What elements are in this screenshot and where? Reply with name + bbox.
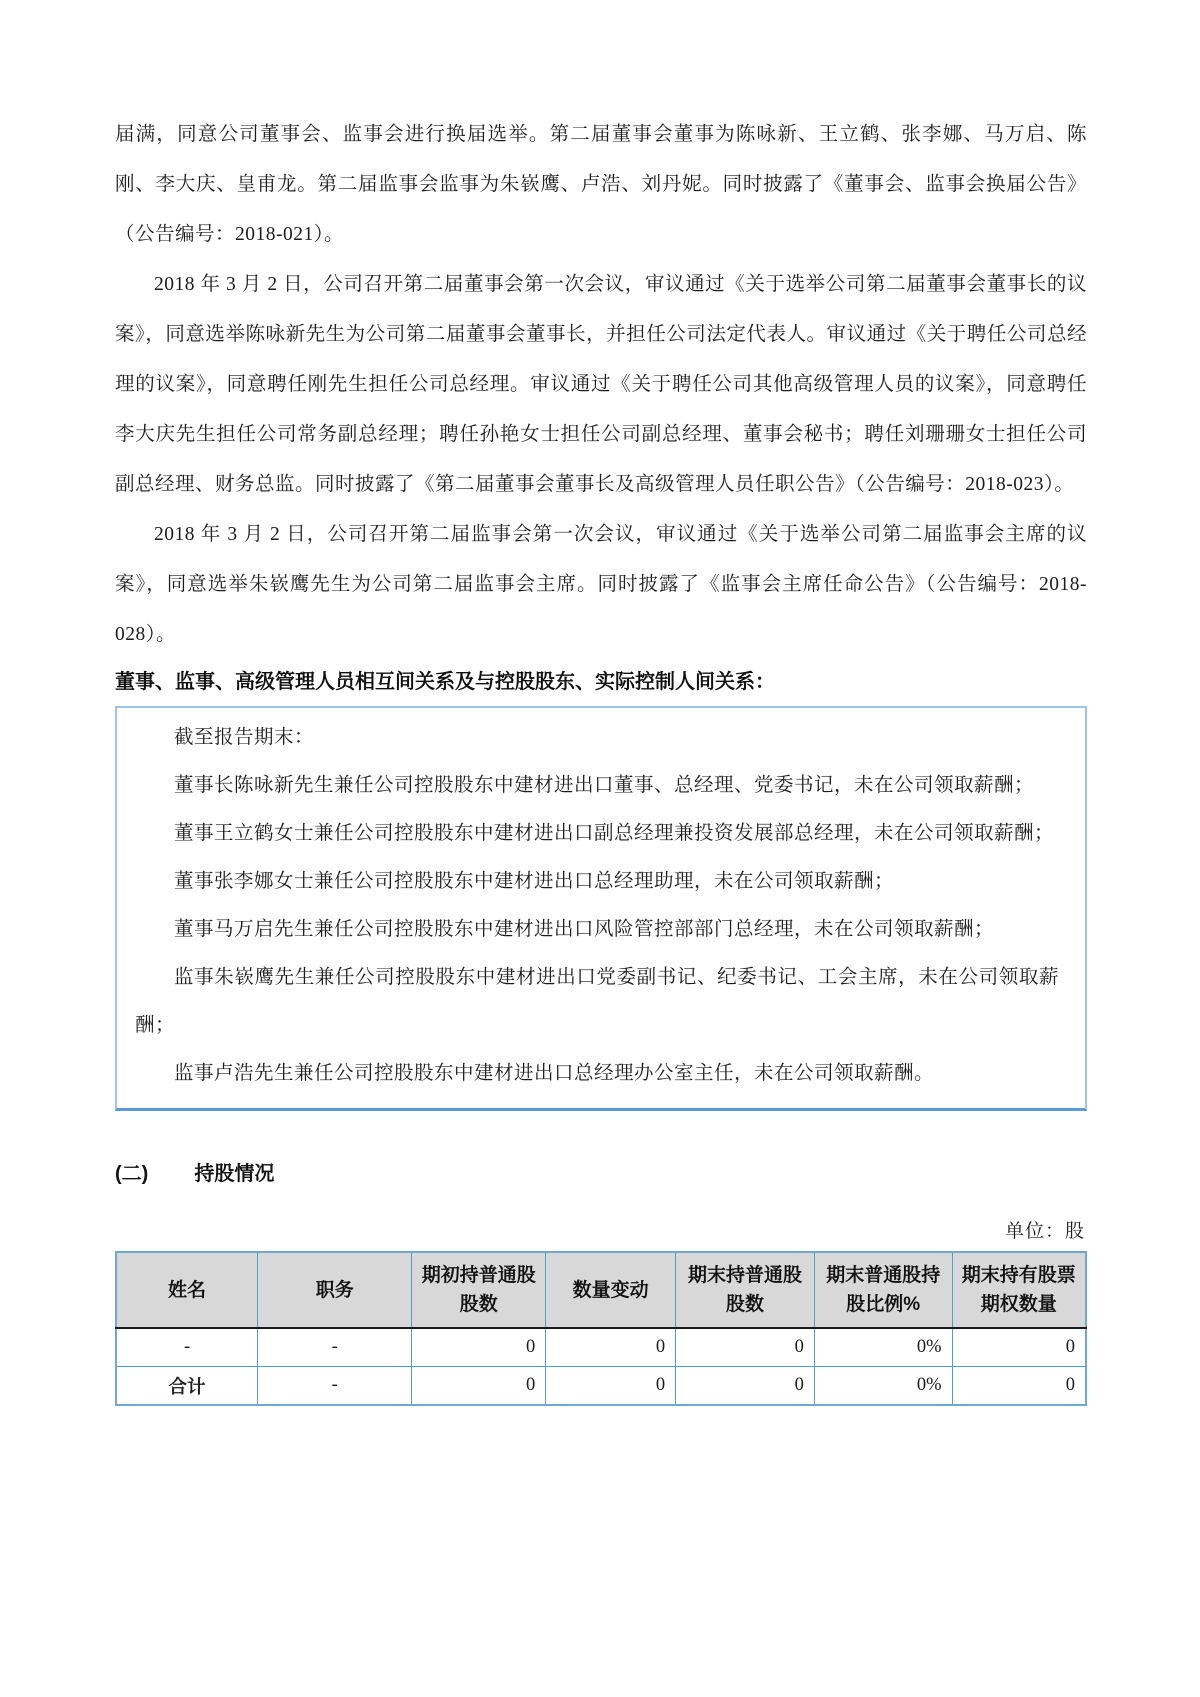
cell-total-shares-begin: 0 [412, 1367, 546, 1406]
header-ratio-end: 期末普通股持股比例% [814, 1252, 952, 1328]
box-line-supervisor-lu: 监事卢浩先生兼任公司控股股东中建材进出口总经理办公室主任，未在公司领取薪酬。 [174, 1063, 935, 1084]
cell-total-label: 合计 [116, 1367, 258, 1406]
box-line-director-wang: 董事王立鹤女士兼任公司控股股东中建材进出口副总经理兼投资发展部总经理，未在公司领取薪酬； [174, 823, 1055, 844]
cell-change: 0 [546, 1328, 676, 1367]
header-shares-end: 期末持普通股股数 [676, 1252, 815, 1328]
table-row-total [116, 1367, 1086, 1406]
cell-position: - [258, 1328, 412, 1367]
section-heading-shareholding [115, 1157, 1087, 1186]
table-row [116, 1328, 1086, 1367]
section-title: 持股情况 [194, 1163, 275, 1185]
cell-ratio-end: 0% [814, 1328, 952, 1367]
section-number: (二) [115, 1163, 149, 1185]
cell-options-end: 0 [952, 1328, 1086, 1367]
header-options-end: 期末持有股票期权数量 [952, 1252, 1086, 1328]
cell-total-options-end: 0 [952, 1367, 1086, 1406]
cell-shares-begin: 0 [412, 1328, 546, 1367]
shareholding-table [115, 1251, 1087, 1406]
relationships-box [115, 706, 1087, 1111]
box-line-chairman: 董事长陈咏新先生兼任公司控股股东中建材进出口董事、总经理、党委书记，未在公司领取薪酬； [174, 775, 1035, 796]
box-line-period-end: 截至报告期末： [174, 727, 315, 748]
cell-name: - [116, 1328, 258, 1367]
header-name: 姓名 [116, 1252, 258, 1328]
box-line-supervisor-zhu: 监事朱嵚鹰先生兼任公司控股股东中建材进出口党委副书记、纪委书记、工会主席，未在公司领取薪酬； [135, 967, 1059, 1036]
table-header-row [116, 1252, 1086, 1328]
box-line-director-zhang: 董事张李娜女士兼任公司控股股东中建材进出口总经理助理，未在公司领取薪酬； [174, 871, 895, 892]
paragraph-board-meeting: 2018 年 3 月 2 日，公司召开第二届董事会第一次会议，审议通过《关于选举公司第二届董事会董事长的议案》，同意选举陈咏新先生为公司第二届董事会董事长，并担任公司法定代表人。审议通过《关于聘任公司总经理的议案》，同意聘任刚先生担任公司总经理。审议通过《关于聘任公司其他高级管理人员的议案》，同意聘任李大庆先生担任公司常务副总经理；聘任孙艳女士担任公司副总经理、董事会秘书；聘任刘珊珊女士担任公司副总经理、财务总监。同时披露了《第二届董事会董事长及高级管理人员任职公告》（公告编号：2018-023）。 [115, 274, 1087, 495]
relationships-heading: 董事、监事、高级管理人员相互间关系及与控股股东、实际控制人间关系： [115, 671, 775, 693]
cell-total-position: - [258, 1367, 412, 1406]
cell-total-shares-end: 0 [676, 1367, 815, 1406]
cell-total-ratio-end: 0% [814, 1367, 952, 1406]
paragraph-election-results: 届满，同意公司董事会、监事会进行换届选举。第二届董事会董事为陈咏新、王立鹤、张李娜、马万启、陈刚、李大庆、皇甫龙。第二届监事会监事为朱嵚鹰、卢浩、刘丹妮。同时披露了《董事会、监事会换届公告》（公告编号：2018-021）。 [115, 124, 1087, 245]
paragraph-supervisory-meeting: 2018 年 3 月 2 日，公司召开第二届监事会第一次会议，审议通过《关于选举公司第二届监事会主席的议案》，同意选举朱嵚鹰先生为公司第二届监事会主席。同时披露了《监事会主席任命公告》（公告编号：2018-028）。 [115, 524, 1087, 645]
header-position: 职务 [258, 1252, 412, 1328]
cell-shares-end: 0 [676, 1328, 815, 1367]
header-change: 数量变动 [546, 1252, 676, 1328]
box-line-director-ma: 董事马万启先生兼任公司控股股东中建材进出口风险管控部部门总经理，未在公司领取薪酬； [174, 919, 995, 940]
cell-total-change: 0 [546, 1367, 676, 1406]
unit-label: 单位：股 [1004, 1221, 1085, 1242]
header-shares-begin: 期初持普通股股数 [412, 1252, 546, 1328]
